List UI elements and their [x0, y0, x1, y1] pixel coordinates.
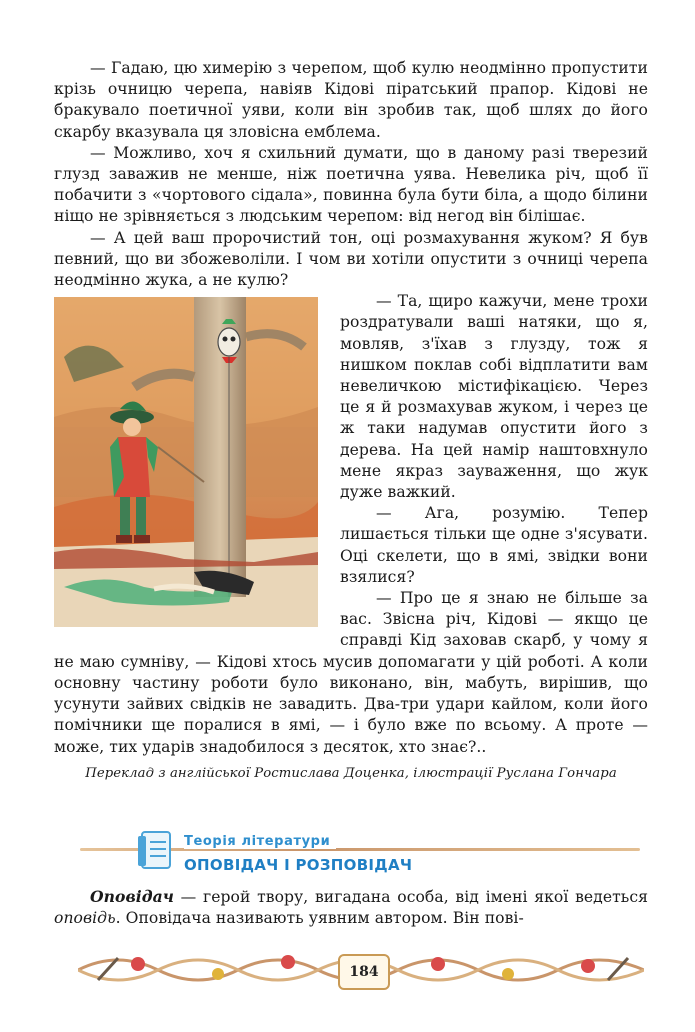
illustration-pirate [54, 297, 318, 627]
paragraph-1: — Гадаю, цю химерію з черепом, щоб кулю неодмінно пропустити крізь очницю черепа, навіяв Кідові піратський прапор. Кідові не бракувало поетичної уяви, коли він зробив так, щоб шлях до його скарбу вказувала ця зловісна емблема. [54, 59, 648, 141]
definition-text-2: . Оповідача називають уявним автором. Він пові- [115, 909, 524, 928]
paragraph-5: — Ага, розумію. Тепер лишається тільки ще одне з'ясувати. Оці скелети, що в ямі, звідки вони взялися? [340, 504, 648, 586]
definition-text-1: — герой твору, вигадана особа, від імені якої ведеться [173, 888, 648, 906]
theory-label: Теорія літератури [184, 834, 336, 849]
theory-header [80, 824, 640, 890]
definition-term-2: оповідь [54, 909, 116, 928]
paragraph-6: — Про це я знаю не більше за вас. Звісна річ, Кідові — якщо це справді Кід заховав скарб, у чому я не маю сумніву, — Кідові хтось мусив допомагати у цій роботі. А коли основну частину роботи було виконано, він, мабуть, вирішив, що усунути зайвих свідків не завадить. Два-три удари кайлом, коли його помічники ще поралися в ямі, — і було вже по всьому. А проте — може, тих ударів знадобилося з десяток, хто знає?.. [54, 589, 648, 756]
definition-term: Оповідач [90, 887, 174, 906]
paragraph-2: — Можливо, хоч я схильний думати, що в даному разі тверезий глузд заважив не менше, ніж поетична уява. Невелика річ, щоб її побачити з «чортового сідала», повинна була бути біла, а щодо білини ніщо не зрівняється з людським черепом: від негод він білішає. [54, 143, 648, 226]
book-icon [136, 828, 176, 874]
page-footer-ornament [78, 944, 644, 996]
theory-title: ОПОВІДАЧ І РОЗПОВІДАЧ [184, 856, 413, 874]
translation-credit: Переклад з англійської Ростислава Доценка, ілюстрації Руслана Гончара [85, 765, 617, 781]
paragraph-3: — А цей ваш пророчистий тон, оці розмахування жуком? Я був певний, що ви збожеволіли. І чом ви хотіли опустити з очниці черепа неодмінно жука, а не кулю? [54, 228, 648, 290]
paragraph-4: — Та, щиро кажучи, мене трохи роздратували ваші натяки, що я, мовляв, з'їхав з глузду, тож я нишком поклав собі відплатити вам невеличкою містифікацією. Через це я й розмахував жуком, і через це ж таки надумав опустити його з дерева. На цей намір наштовхнуло мене якраз зауваження, що жук дуже важкий. [340, 292, 648, 502]
page-number: 184 [338, 954, 390, 990]
illustration-art [54, 297, 318, 627]
definition-block [54, 886, 648, 929]
page-body [54, 58, 648, 781]
definition-paragraph [54, 886, 648, 929]
